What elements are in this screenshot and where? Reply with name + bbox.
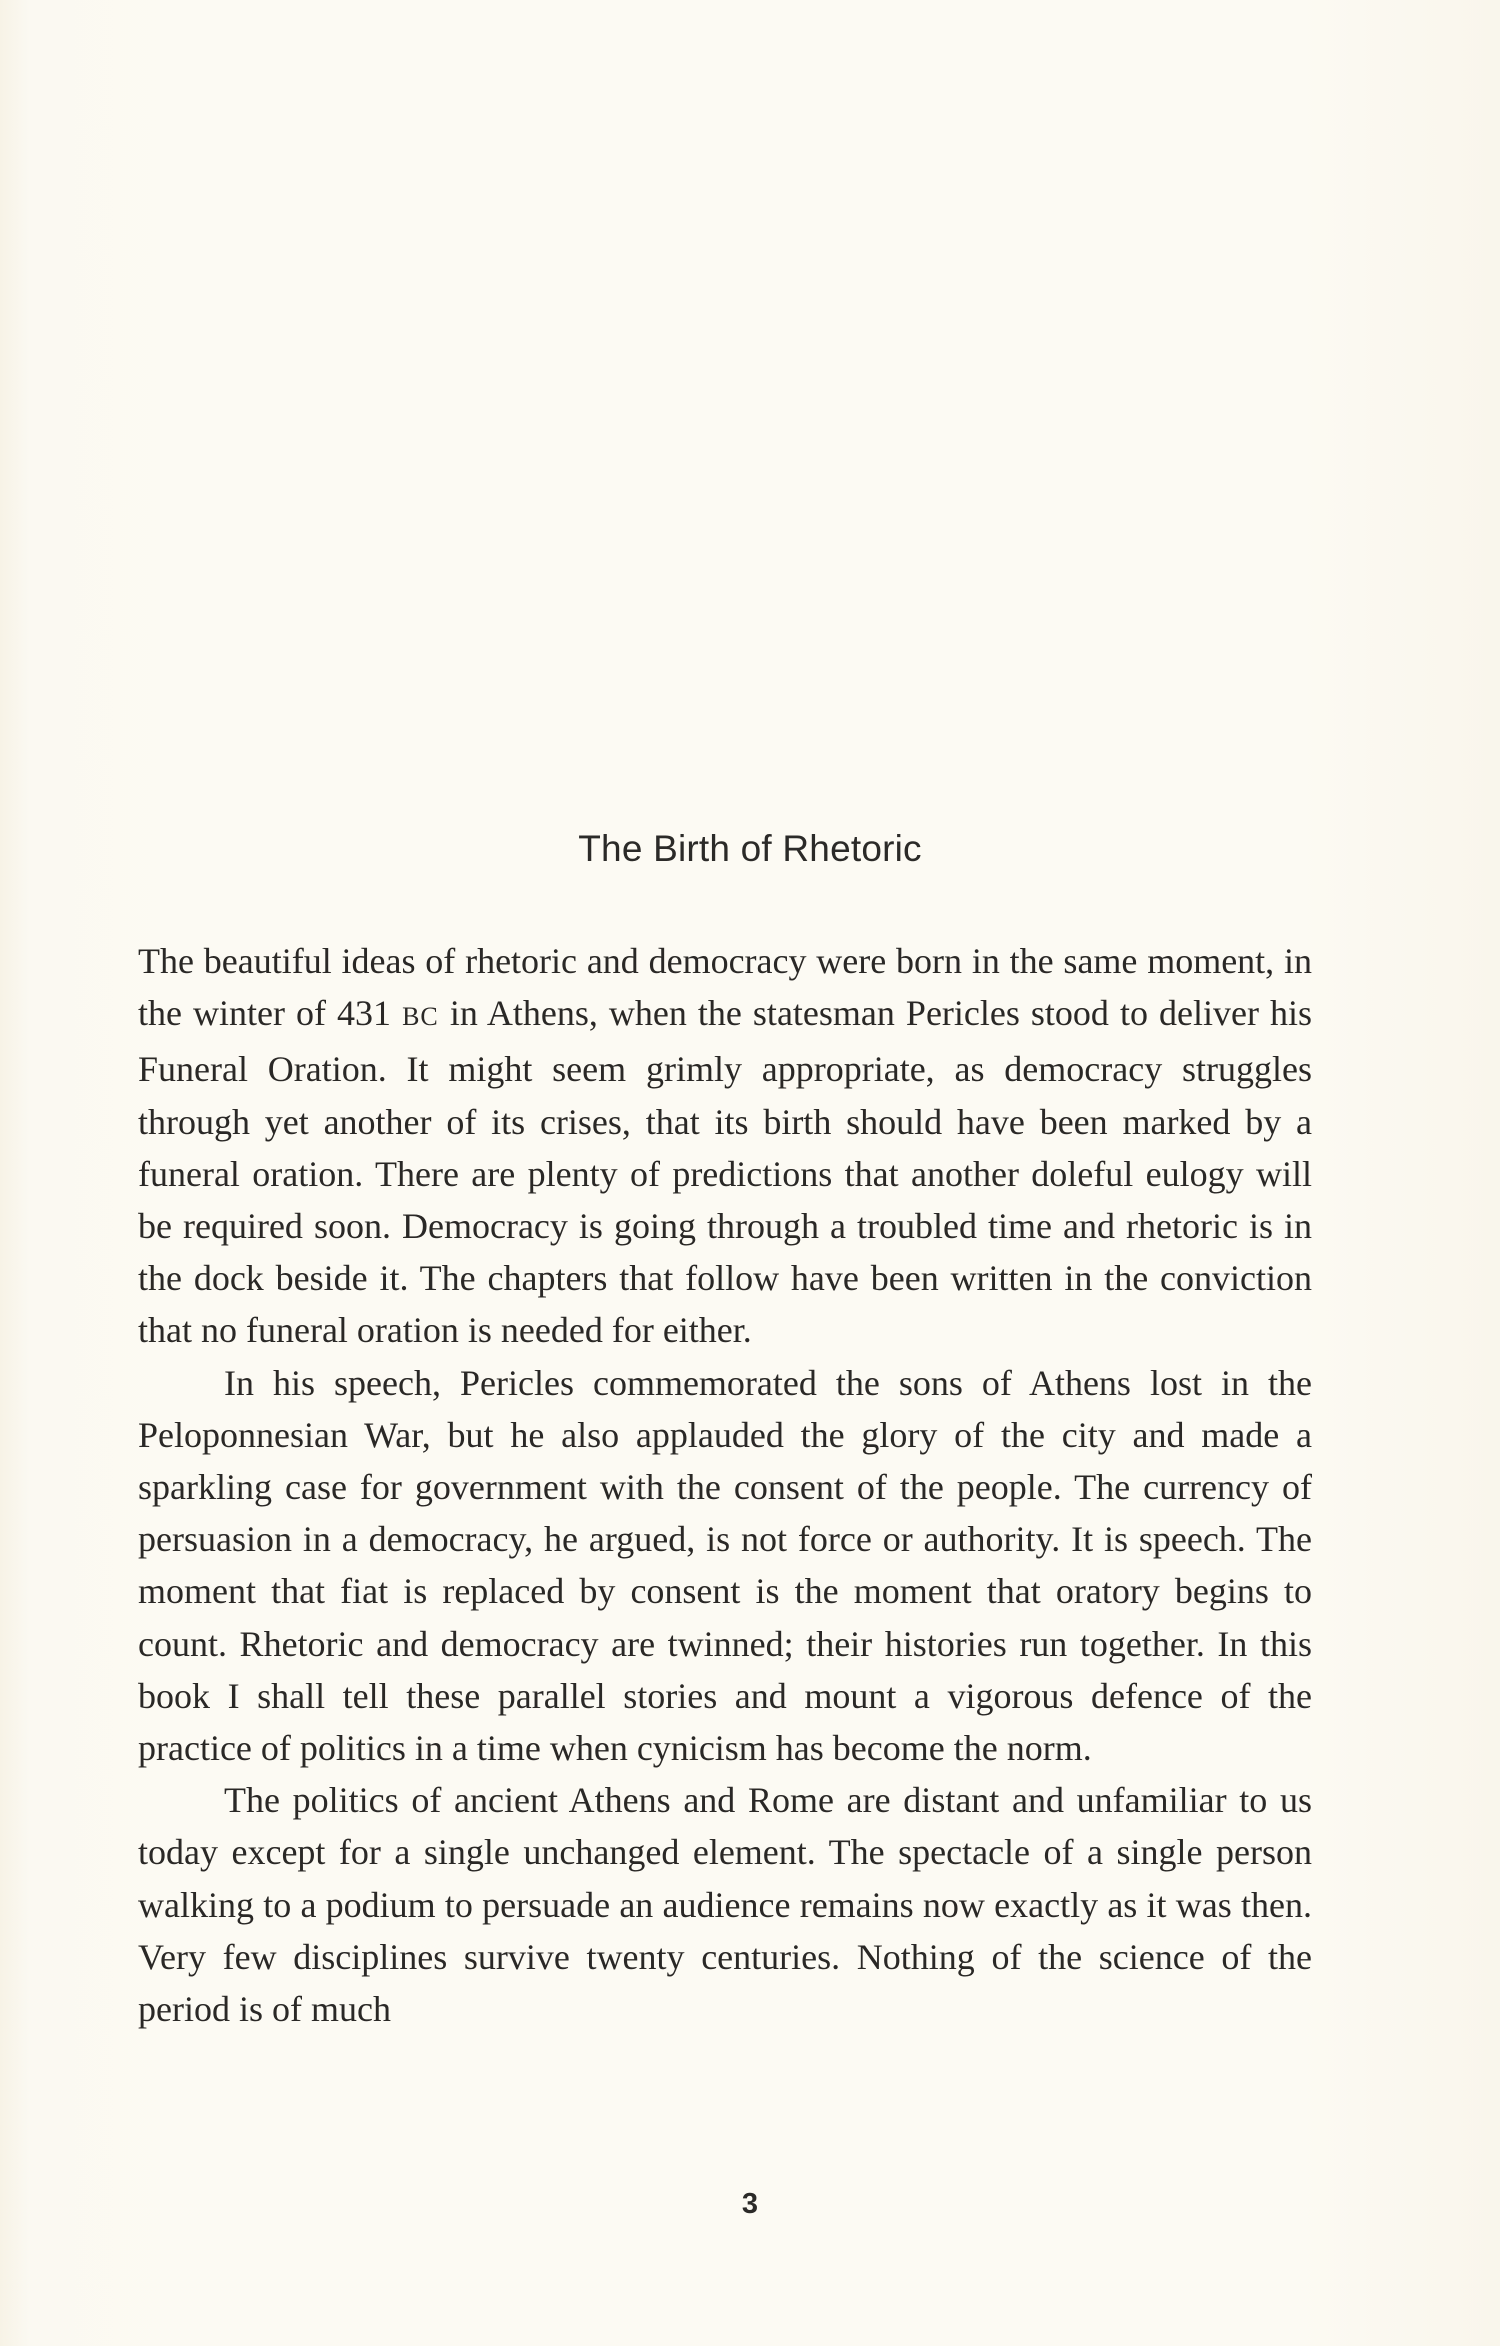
- paragraph-2: In his speech, Pericles commemorated the sons of Athens lost in the Peloponnesian War, but he also applauded the glory of the city and made a sparkling case for government with the consent of the people. The currency of persuasion in a democracy, he argued, is not force or authority. It is speech. The moment that fiat is replaced by consent is the moment that oratory begins to count. Rhetoric and democracy are twinned; their histories run together. In this book I shall tell these parallel stories and mount a vigorous defence of the practice of politics in a time when cynicism has become the norm.: [138, 1362, 1312, 1769]
- paragraph-1: [138, 935, 1312, 1357]
- body-text: [138, 935, 1312, 2035]
- paragraph-1-text-b: in Athens, when the statesman Pericles stood to deliver his Funeral Oration. It might seem grimly appropriate, as democracy struggles through yet another of its crises, that its birth should have been marked by a funeral oration. There are plenty of predictions that another doleful eulogy will be required soon. Democracy is going through a troubled time and rhetoric is in the dock beside it. The chapters that follow have been written in the conviction that no funeral oration is needed for either.: [138, 993, 1313, 1351]
- chapter-title: The Birth of Rhetoric: [578, 828, 922, 869]
- paragraph-3: The politics of ancient Athens and Rome are distant and unfamiliar to us today except for a single unchanged element. The spectacle of a single person walking to a podium to persuade an audience remains now exactly as it was then. Very few disciplines survive twenty centuries. Nothing of the science of the period is of much: [138, 1780, 1312, 2030]
- page-number: 3: [741, 2188, 759, 2220]
- era-abbreviation: BC: [402, 1002, 439, 1032]
- paragraph-1-text-a: The beautiful ideas of rhetoric and democracy were born in the same moment, in the winter of 431: [138, 941, 1312, 1034]
